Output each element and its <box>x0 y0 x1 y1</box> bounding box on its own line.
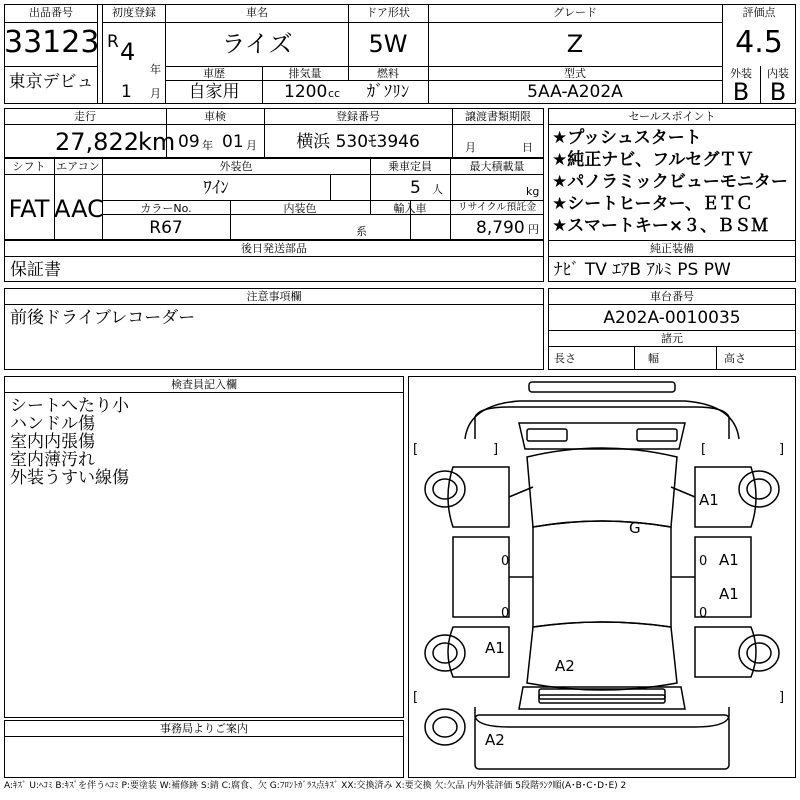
sales-point-item: ★スマートキー×３、ＢＳＭ <box>552 216 769 236</box>
color-no-label: カラーNo. <box>140 202 192 215</box>
transfer-label: 譲渡書類期限 <box>465 110 531 123</box>
interior-color-unit: 系 <box>356 225 367 238</box>
color-value: ﾜｲﾝ <box>203 178 229 198</box>
car-outline <box>409 377 795 777</box>
office-label: 事務局よりご案内 <box>160 722 248 735</box>
transfer-day: 日 <box>522 141 533 154</box>
damage-mark: ] <box>493 442 499 457</box>
recycle-label: リサイクル預託金 <box>457 202 537 213</box>
history-value: 自家用 <box>188 82 240 102</box>
later-parts-value: 保証書 <box>10 260 61 280</box>
name-label: 車名 <box>246 6 268 19</box>
insp-year: 09 <box>178 132 200 152</box>
damage-mark: A1 <box>719 551 739 569</box>
load-label: 最大積載量 <box>469 160 525 173</box>
inspector-line: 室内内張傷 <box>10 432 95 452</box>
damage-mark: 0 <box>501 554 510 569</box>
damage-mark: A1 <box>699 491 719 509</box>
mileage-label: 走行 <box>74 110 96 123</box>
lot-label: 出品番号 <box>29 6 73 19</box>
history-label: 車歴 <box>203 67 225 80</box>
interior-value: B <box>769 78 787 106</box>
reg-year: 4 <box>120 38 136 66</box>
ac-value: AAC <box>54 195 104 223</box>
score-label: 評価点 <box>742 6 776 19</box>
score-value: 4.5 <box>735 25 783 60</box>
inspector-line: 外装うすい線傷 <box>10 468 129 488</box>
reg-year-unit: 年 <box>150 63 161 76</box>
reg-month-unit: 月 <box>150 87 161 100</box>
mileage-value: 27,822 <box>55 128 139 156</box>
insp-month-unit: 月 <box>246 139 257 152</box>
inspector-label: 検査員記入欄 <box>171 378 237 391</box>
damage-mark: [ <box>413 690 419 705</box>
damage-mark: ] <box>779 442 785 457</box>
damage-mark: A1 <box>485 639 505 657</box>
interior-label: 内装 <box>767 67 789 80</box>
seats-value: 5 <box>410 178 421 198</box>
spec-length: 長さ <box>554 352 576 365</box>
inspection-label: 車検 <box>204 110 226 123</box>
chassis-label: 車台番号 <box>650 290 694 303</box>
sales-points-label: セールスポイント <box>628 110 716 123</box>
later-parts-label: 後日発送部品 <box>241 242 307 255</box>
insp-month: 01 <box>222 132 244 152</box>
notes-value: 前後ドライブレコーダー <box>10 308 196 328</box>
damage-mark: A2 <box>485 731 505 749</box>
car-name: ライズ <box>221 30 293 58</box>
sales-point-item: ★シートヒーター、ＥＴＣ <box>552 194 753 214</box>
equipment-label: 純正装備 <box>650 242 694 255</box>
damage-mark: 0 <box>699 606 708 621</box>
load-unit: kg <box>526 185 540 198</box>
grade-value: Z <box>566 30 584 58</box>
ac-label: エアコン <box>56 160 100 173</box>
damage-mark: A2 <box>555 657 575 675</box>
plate-value: 横浜 530ﾓ3946 <box>296 132 420 152</box>
damage-mark: G <box>629 519 641 537</box>
sales-point-item: ★純正ナビ、フルセグＴＶ <box>552 150 754 170</box>
plate-label: 登録番号 <box>336 110 380 123</box>
fuel-value: ｶﾞｿﾘﾝ <box>366 82 410 102</box>
lot-number: 33123 <box>4 25 100 60</box>
mileage-unit: km <box>138 128 176 156</box>
reg-label: 初度登録 <box>112 6 156 19</box>
import-label: 輸入車 <box>393 202 427 215</box>
model-value: 5AA-A202A <box>527 82 623 102</box>
door-label: ドア形状 <box>366 6 410 19</box>
sales-point-item: ★プッシュスタート <box>552 128 702 148</box>
inspector-line: シートへたり小 <box>10 396 129 416</box>
notes-label: 注意事項欄 <box>246 290 302 303</box>
specs-label: 諸元 <box>661 332 683 345</box>
car-diagram <box>408 376 796 778</box>
shift-value: FAT <box>8 195 50 223</box>
cc-label: 排気量 <box>288 67 322 80</box>
damage-mark: [ <box>413 442 419 457</box>
seats-label: 乗車定員 <box>388 160 432 173</box>
equipment-value: ﾅﾋﾞ TV ｴｱB ｱﾙﾐ PS PW <box>554 260 731 280</box>
shift-label: シフト <box>12 160 46 173</box>
fuel-label: 燃料 <box>377 67 399 80</box>
legend-text: A:ｷｽﾞ U:ﾍｺﾐ B:ｷｽﾞを伴うﾍｺﾐ P:要塗装 W:補修跡 S:錆 C:腐食、欠 G:ﾌﾛﾝﾄｶﾞﾗｽ点ｷｽﾞ XX:交換済み X:要交換 欠:欠品 内外装評価 5段階ﾗﾝｸ順(A･B･C･D･E) 2 <box>4 781 627 791</box>
spec-width: 幅 <box>648 352 659 365</box>
seats-unit: 人 <box>432 183 443 196</box>
damage-mark: A1 <box>719 585 739 603</box>
insp-year-unit: 年 <box>202 139 213 152</box>
model-label: 型式 <box>564 67 586 80</box>
spec-height: 高さ <box>724 352 746 365</box>
cc-unit: cc <box>328 87 341 100</box>
color-no-value: R67 <box>149 218 183 238</box>
recycle-unit: 円 <box>528 223 539 236</box>
inspector-line: 室内薄汚れ <box>10 450 95 470</box>
recycle-value: 8,790 <box>476 218 525 238</box>
interior-color-label: 内装色 <box>283 202 317 215</box>
transfer-month: 月 <box>465 141 476 154</box>
inspector-line: ハンドル傷 <box>10 414 95 434</box>
damage-mark: [ <box>701 442 707 457</box>
cc-value: 1200 <box>284 82 328 102</box>
exterior-label: 外装 <box>730 67 752 80</box>
door-value: 5W <box>368 30 408 58</box>
chassis-value: A202A-0010035 <box>603 308 741 328</box>
reg-era: R <box>107 32 119 52</box>
damage-mark: ] <box>779 690 785 705</box>
sales-point-item: ★パノラミックビューモニター <box>552 172 788 192</box>
damage-mark: 0 <box>501 606 510 621</box>
debut-label: 東京デビュ <box>8 72 94 92</box>
color-label: 外装色 <box>219 160 253 173</box>
reg-month: 1 <box>121 82 132 102</box>
exterior-value: B <box>732 78 750 106</box>
grade-label: グレード <box>553 6 597 19</box>
damage-mark: 0 <box>699 554 708 569</box>
